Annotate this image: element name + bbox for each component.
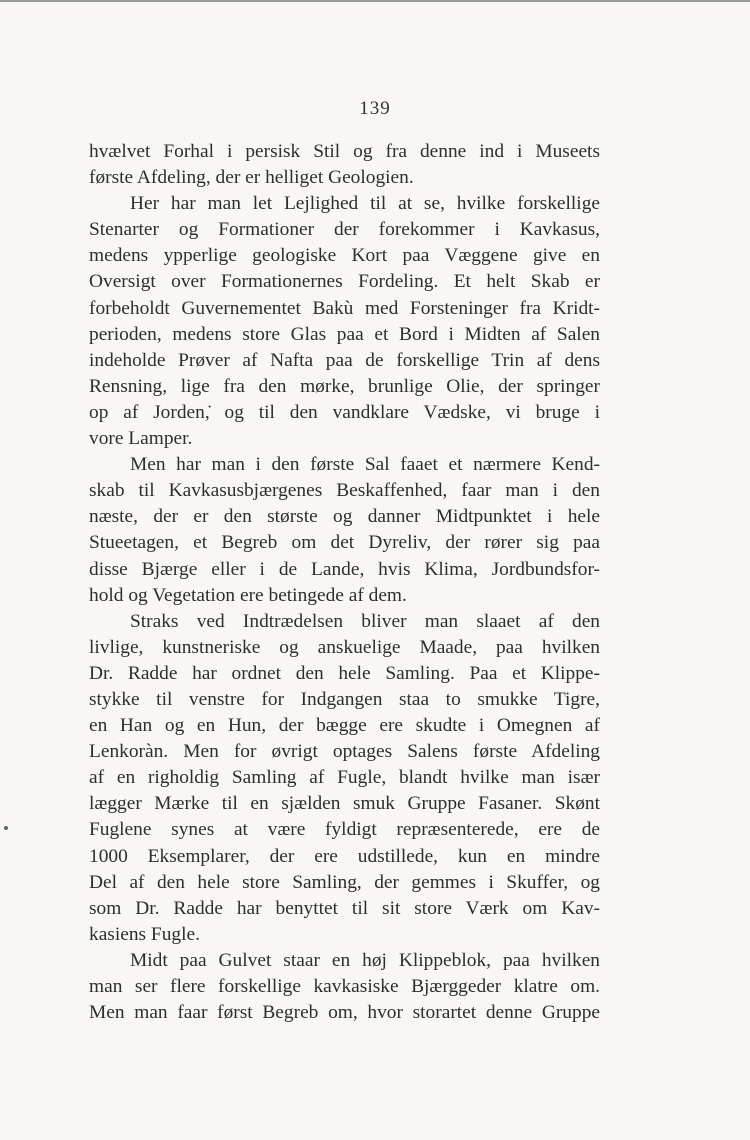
text-line: disse Bjærge eller i de Lande, hvis Klima, Jordbundsfor-	[89, 558, 600, 580]
text-line: indeholde Prøver af Nafta paa de forskellige Trin af dens	[89, 349, 600, 371]
text-line: stykke til venstre for Indgangen staa to smukke Tigre,	[89, 688, 600, 710]
text-line: kasiens Fugle.	[89, 923, 200, 945]
text-line: Lenkoràn. Men for øvrigt optages Salens første Afdeling	[89, 741, 600, 763]
text-line: livlige, kunstneriske og anskuelige Maade, paa hvilken	[89, 636, 600, 658]
text-line: Men man faar først Begreb om, hvor storartet denne Gruppe	[89, 1002, 600, 1024]
margin-mark	[4, 826, 8, 830]
text-line: Men har man i den første Sal faaet et nærmere Kend-	[130, 454, 600, 476]
text-line: som Dr. Radde har benyttet til sit store Værk om Kav-	[89, 897, 600, 919]
text-line: Straks ved Indtrædelsen bliver man slaaet af den	[130, 610, 600, 632]
text-line: hvælvet Forhal i persisk Stil og fra denne ind i Museets	[89, 141, 600, 162]
text-line: Dr. Radde har ordnet den hele Samling. Paa et Klippe-	[89, 662, 600, 684]
text-line: Rensning, lige fra den mørke, brunlige Olie, der springer	[89, 375, 600, 397]
text-line: man ser flere forskellige kavkasiske Bjærggeder klatre om.	[89, 976, 600, 997]
text-line: lægger Mærke til en sjælden smuk Gruppe Fasaner. Skønt	[89, 793, 600, 815]
top-edge-rule	[0, 0, 750, 2]
text-line: Her har man let Lejlighed til at se, hvilke forskellige	[130, 193, 600, 215]
text-line: næste, der er den største og danner Midtpunktet i hele	[89, 506, 600, 528]
text-line: Oversigt over Formationernes Fordeling. Et helt Skab er	[89, 271, 600, 293]
text-line: vore Lamper.	[89, 428, 193, 450]
text-line: Fuglene synes at være fyldigt repræsenterede, ere de	[89, 819, 600, 841]
text-line: Stenarter og Formationer der forekommer i Kavkasus,	[89, 219, 600, 241]
text-line: skab til Kavkasusbjærgenes Beskaffenhed, faar man i den	[89, 480, 600, 502]
text-line: hold og Vegetation ere betingede af dem.	[89, 584, 407, 606]
text-line: medens ypperlige geologiske Kort paa Væggene give en	[89, 245, 600, 267]
text-line: første Afdeling, der er helliget Geologien.	[89, 167, 414, 189]
body-text	[89, 139, 600, 1026]
text-line: en Han og en Hun, der bægge ere skudte i Omegnen af	[89, 715, 600, 737]
text-line: Stueetagen, et Begreb om det Dyreliv, der rører sig paa	[89, 532, 600, 554]
page-number: 139	[359, 98, 391, 119]
text-line: op af Jorden,̇ og til den vandklare Vædske, vi bruge i	[89, 401, 600, 423]
text-line: af en righoldig Samling af Fugle, blandt hvilke man især	[89, 767, 600, 789]
text-line: Del af den hele store Samling, der gemmes i Skuffer, og	[89, 871, 600, 893]
text-line: Midt paa Gulvet staar en høj Klippeblok, paa hvilken	[130, 949, 600, 971]
text-line: forbeholdt Guvernementet Bakù med Forsteninger fra Kridt-	[89, 297, 600, 319]
text-line: 1000 Eksemplarer, der ere udstillede, kun en mindre	[89, 845, 600, 867]
text-line: perioden, medens store Glas paa et Bord i Midten af Salen	[89, 323, 600, 345]
